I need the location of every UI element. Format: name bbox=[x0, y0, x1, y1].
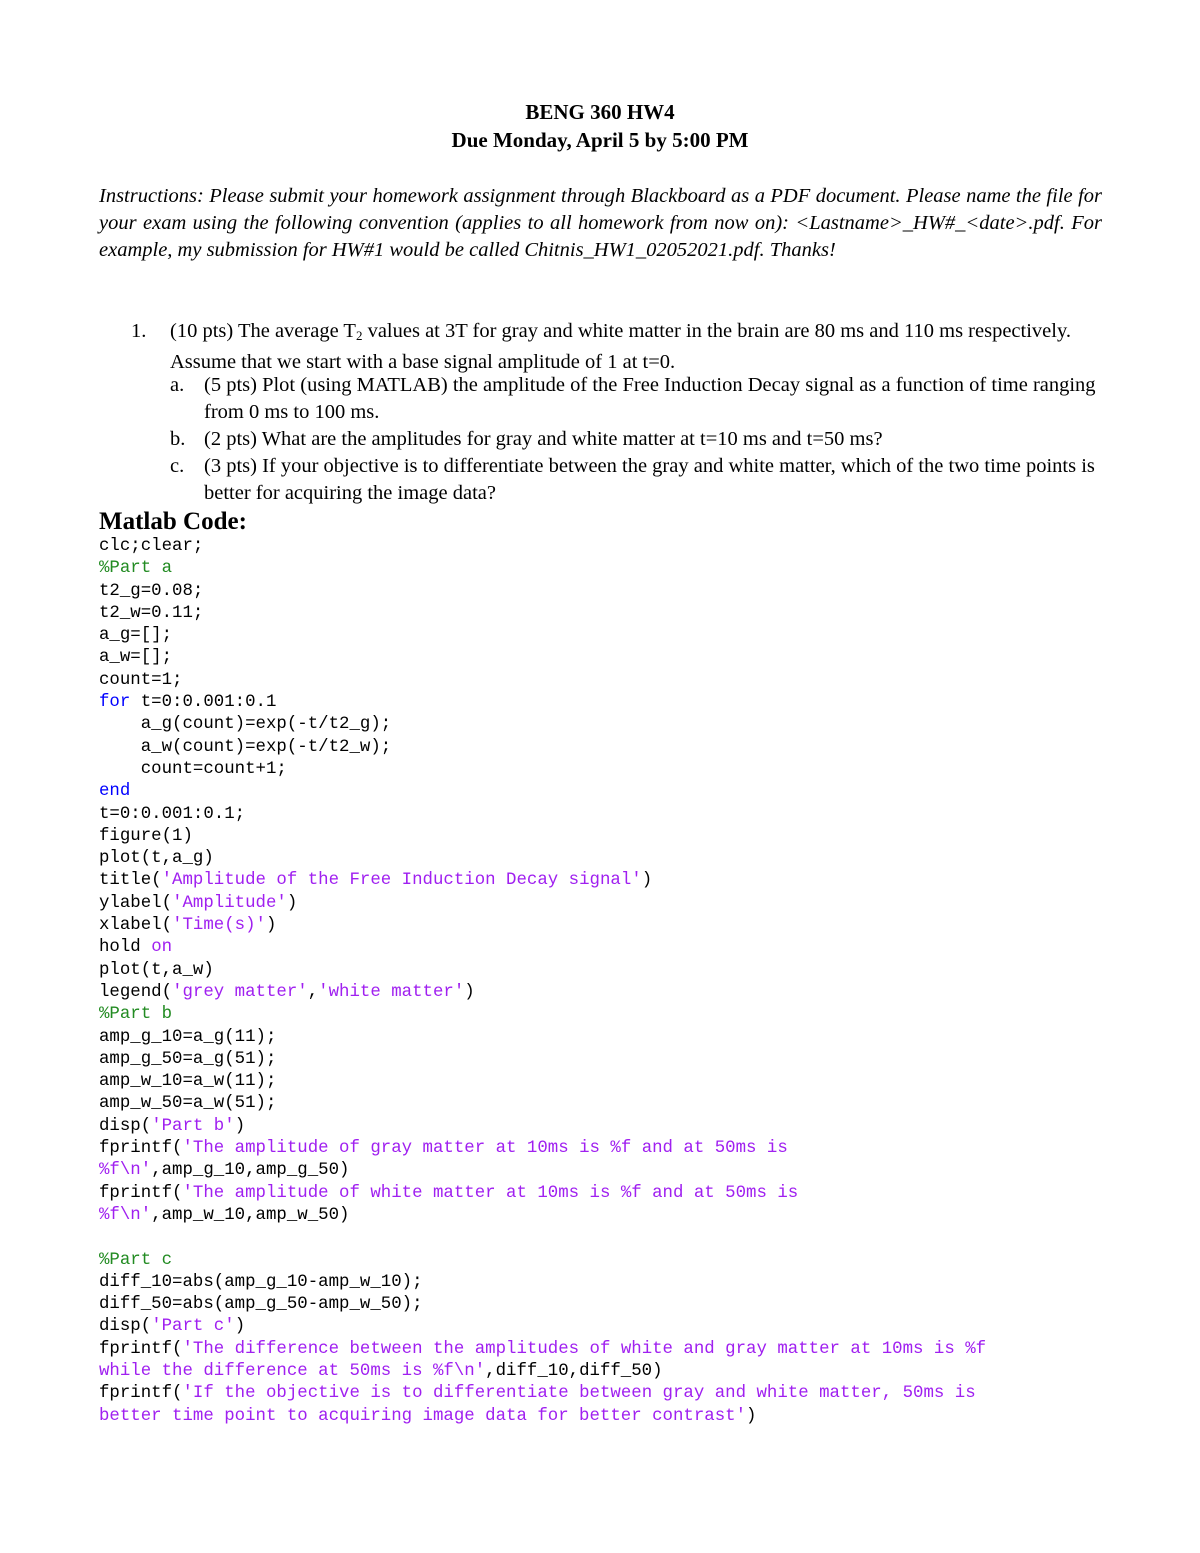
code-line bbox=[99, 1406, 986, 1428]
code-comment: %Part b bbox=[99, 1005, 173, 1025]
part-c-label: c. bbox=[170, 455, 185, 477]
code-line bbox=[99, 670, 986, 692]
code-line bbox=[99, 960, 986, 982]
code-line bbox=[99, 1027, 986, 1049]
question-1 bbox=[0, 318, 1200, 508]
code-line bbox=[99, 737, 986, 759]
code-text: a_w=[]; bbox=[99, 648, 173, 668]
code-string: 'The amplitude of gray matter at 10ms is %f and at 50ms is bbox=[182, 1139, 788, 1159]
matlab-code-block bbox=[99, 536, 986, 1428]
code-text: ) bbox=[746, 1406, 757, 1426]
code-text: xlabel( bbox=[99, 916, 173, 936]
code-text: ) bbox=[641, 871, 653, 891]
code-string: 'Amplitude of the Free Induction Decay signal' bbox=[161, 871, 642, 891]
code-text: fprintf( bbox=[99, 1139, 183, 1159]
code-line bbox=[99, 982, 986, 1004]
code-line bbox=[99, 1093, 986, 1115]
code-comment: %Part a bbox=[99, 559, 173, 579]
code-text: diff_10=abs(amp_g_10-amp_w_10); bbox=[99, 1272, 423, 1292]
code-string: 'Part c' bbox=[151, 1317, 235, 1337]
code-text: amp_w_10=a_w(11); bbox=[99, 1072, 277, 1092]
code-line bbox=[99, 558, 986, 580]
code-text: t2_w=0.11; bbox=[99, 603, 204, 623]
code-text: figure(1) bbox=[99, 826, 193, 846]
code-string: %f\n' bbox=[99, 1205, 152, 1225]
code-string: 'The difference between the amplitudes of white and gray matter at 10ms is %f bbox=[182, 1339, 987, 1359]
code-line bbox=[99, 647, 986, 669]
code-line bbox=[99, 848, 986, 870]
code-line bbox=[99, 1183, 986, 1205]
code-line bbox=[99, 1294, 986, 1316]
question-text bbox=[170, 318, 1105, 376]
part-a-label: a. bbox=[170, 374, 185, 396]
code-text: diff_50=abs(amp_g_50-amp_w_50); bbox=[99, 1295, 423, 1315]
code-text: clc;clear; bbox=[99, 537, 204, 556]
code-text: disp( bbox=[99, 1116, 152, 1136]
code-keyword: end bbox=[99, 782, 131, 802]
code-line bbox=[99, 915, 986, 937]
code-string: 'If the objective is to differentiate between gray and white matter, 50ms is bbox=[182, 1384, 976, 1404]
code-text: plot(t,a_g) bbox=[99, 849, 214, 869]
code-text: ,amp_w_10,amp_w_50) bbox=[151, 1205, 350, 1225]
code-line bbox=[99, 1361, 986, 1383]
code-text: a_w(count)=exp(-t/t2_w); bbox=[99, 737, 392, 757]
code-line bbox=[99, 893, 986, 915]
code-line bbox=[99, 804, 986, 826]
subscript: 2 bbox=[355, 328, 363, 343]
code-string: %f\n' bbox=[99, 1161, 152, 1181]
code-line bbox=[99, 1227, 986, 1249]
question-text-part: values at 3T for gray and white matter in the brain are 80 ms and 110 ms respectively. Assume that we start with a base signal amplitude of 1 at t=0. bbox=[170, 320, 1072, 373]
code-text: count=1; bbox=[99, 670, 183, 690]
code-line bbox=[99, 1316, 986, 1338]
code-text: ) bbox=[464, 982, 475, 1002]
code-line bbox=[99, 1250, 986, 1272]
code-text: title( bbox=[99, 871, 162, 891]
code-text: a_g=[]; bbox=[99, 626, 173, 646]
code-line bbox=[99, 581, 986, 603]
code-comment: %Part c bbox=[99, 1250, 173, 1270]
code-text: amp_g_10=a_g(11); bbox=[99, 1027, 277, 1047]
code-text: fprintf( bbox=[99, 1183, 183, 1203]
question-text-part: (10 pts) The average T bbox=[170, 320, 356, 342]
part-b-label: b. bbox=[170, 428, 186, 450]
instructions-paragraph: Instructions: Please submit your homework assignment through Blackboard as a PDF document. Please name the file for your exam using the following convention (applies to all homework from now on): <Lastname>_HW#_<date>.pdf. For example, my submission for HW#1 would be called Chitnis_HW1_02052021.pdf. Thanks! bbox=[99, 185, 1102, 261]
code-string: 'white matter' bbox=[318, 982, 465, 1002]
code-line bbox=[99, 714, 986, 736]
code-line bbox=[99, 1138, 986, 1160]
code-text: ) bbox=[234, 1317, 246, 1337]
part-a-text: (5 pts) Plot (using MATLAB) the amplitude of the Free Induction Decay signal as a function of time ranging from 0 ms to 100 ms. bbox=[204, 374, 1096, 423]
code-text: ) bbox=[266, 916, 277, 936]
code-string: 'Amplitude' bbox=[172, 893, 287, 913]
code-text: disp( bbox=[99, 1317, 152, 1337]
code-text: a_g(count)=exp(-t/t2_g); bbox=[99, 715, 392, 735]
code-text: t=0:0.001:0.1 bbox=[130, 693, 277, 713]
code-line bbox=[99, 603, 986, 625]
code-line bbox=[99, 1116, 986, 1138]
code-text: ,diff_10,diff_50) bbox=[485, 1361, 663, 1381]
code-text: legend( bbox=[99, 982, 173, 1002]
code-text: plot(t,a_w) bbox=[99, 960, 214, 980]
code-line bbox=[99, 870, 986, 892]
code-line bbox=[99, 937, 986, 959]
code-line bbox=[99, 1339, 986, 1361]
code-string: while the difference at 50ms is %f\n' bbox=[99, 1361, 486, 1381]
code-line bbox=[99, 826, 986, 848]
code-keyword: for bbox=[99, 693, 131, 713]
due-date: Due Monday, April 5 by 5:00 PM bbox=[451, 128, 749, 152]
code-text: , bbox=[307, 982, 319, 1002]
code-line bbox=[99, 1383, 986, 1405]
code-string: 'grey matter' bbox=[172, 982, 308, 1002]
code-string: on bbox=[151, 938, 173, 958]
part-b-text: (2 pts) What are the amplitudes for gray and white matter at t=10 ms and t=50 ms? bbox=[204, 428, 883, 450]
code-line bbox=[99, 1004, 986, 1026]
code-text: ) bbox=[234, 1116, 246, 1136]
code-line bbox=[99, 1049, 986, 1071]
code-text: ) bbox=[286, 893, 298, 913]
matlab-code-heading: Matlab Code: bbox=[99, 508, 247, 535]
code-line bbox=[99, 536, 986, 558]
code-text: fprintf( bbox=[99, 1384, 183, 1404]
code-line bbox=[99, 625, 986, 647]
code-text: ylabel( bbox=[99, 893, 173, 913]
document-title: BENG 360 HW4 bbox=[525, 100, 675, 124]
code-line bbox=[99, 759, 986, 781]
part-c-text: (3 pts) If your objective is to differentiate between the gray and white matter, which of the two time points is better for acquiring the image data? bbox=[204, 455, 1095, 504]
code-line bbox=[99, 1272, 986, 1294]
code-string: 'Part b' bbox=[151, 1116, 235, 1136]
code-text: amp_w_50=a_w(51); bbox=[99, 1094, 277, 1114]
code-string: 'Time(s)' bbox=[172, 916, 266, 936]
code-string: better time point to acquiring image data for better contrast' bbox=[99, 1406, 747, 1426]
code-text: t2_g=0.08; bbox=[99, 581, 204, 601]
code-text: count=count+1; bbox=[99, 759, 287, 779]
code-line bbox=[99, 692, 986, 714]
code-text: fprintf( bbox=[99, 1339, 183, 1359]
code-text: ,amp_g_10,amp_g_50) bbox=[151, 1161, 350, 1181]
code-line bbox=[99, 1205, 986, 1227]
code-text: t=0:0.001:0.1; bbox=[99, 804, 246, 824]
question-number: 1. bbox=[131, 320, 147, 342]
code-line bbox=[99, 1071, 986, 1093]
code-string: 'The amplitude of white matter at 10ms is %f and at 50ms is bbox=[182, 1183, 799, 1203]
code-text: hold bbox=[99, 938, 152, 958]
code-line bbox=[99, 781, 986, 803]
code-line bbox=[99, 1160, 986, 1182]
code-text: amp_g_50=a_g(51); bbox=[99, 1049, 277, 1069]
